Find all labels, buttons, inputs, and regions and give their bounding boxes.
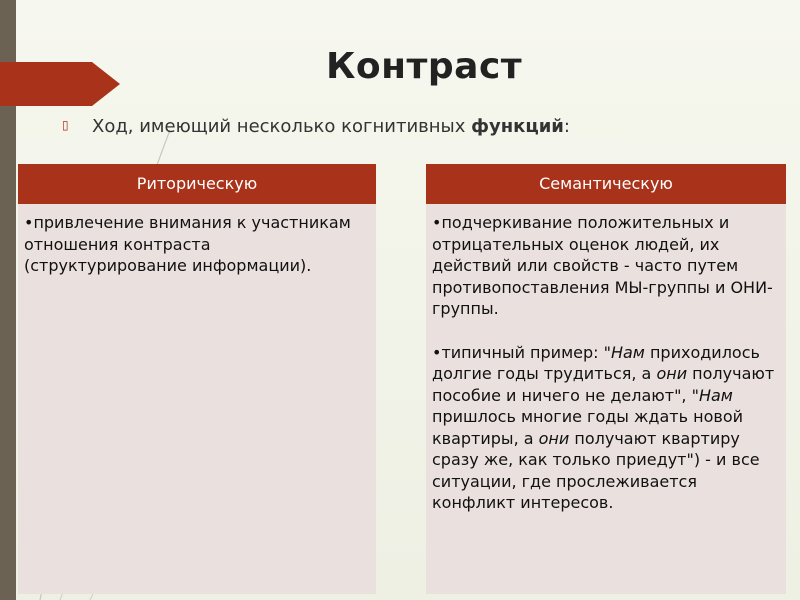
semantic-text-1: •подчеркивание положительных и отрицательных оценок людей, их действий или свойств - часто путем противопоставления МЫ-группы и ОНИ-группы. <box>432 213 773 318</box>
semantic-text-2 <box>432 342 776 514</box>
example-text: получают пособие и ничего не делают", " <box>432 364 775 405</box>
slide-title: Контраст <box>326 46 523 87</box>
bullet-icon: ▯ <box>62 118 69 132</box>
rhetorical-body <box>18 204 376 277</box>
example-emphasis: Нам <box>698 385 733 405</box>
example-text: получают квартиру сразу же, как только приедут") - и все ситуации, где прослеживается конфликт интересов. <box>432 428 760 512</box>
title-arrow-shape <box>0 62 120 106</box>
example-emphasis: они <box>538 428 570 448</box>
semantic-column <box>426 164 786 594</box>
intro-bullet <box>62 116 570 137</box>
rhetorical-header: Риторическую <box>18 164 376 204</box>
example-emphasis: Нам <box>610 342 645 362</box>
intro-text: Ход, имеющий несколько когнитивных <box>92 116 472 137</box>
example-text: пришлось многие годы ждать новой квартиры, а <box>432 407 743 448</box>
rhetorical-column <box>18 164 376 594</box>
semantic-body <box>426 204 786 514</box>
example-text: приходилось долгие годы трудиться, а <box>432 342 760 383</box>
semantic-header: Семантическую <box>426 164 786 204</box>
example-text: •типичный пример: " <box>432 342 611 362</box>
intro-bold-text: функций <box>471 116 564 137</box>
rhetorical-text: •привлечение внимания к участникам отношения контраста (структурирование информации). <box>24 213 351 275</box>
example-emphasis: они <box>656 364 688 383</box>
intro-suffix: : <box>563 116 570 137</box>
